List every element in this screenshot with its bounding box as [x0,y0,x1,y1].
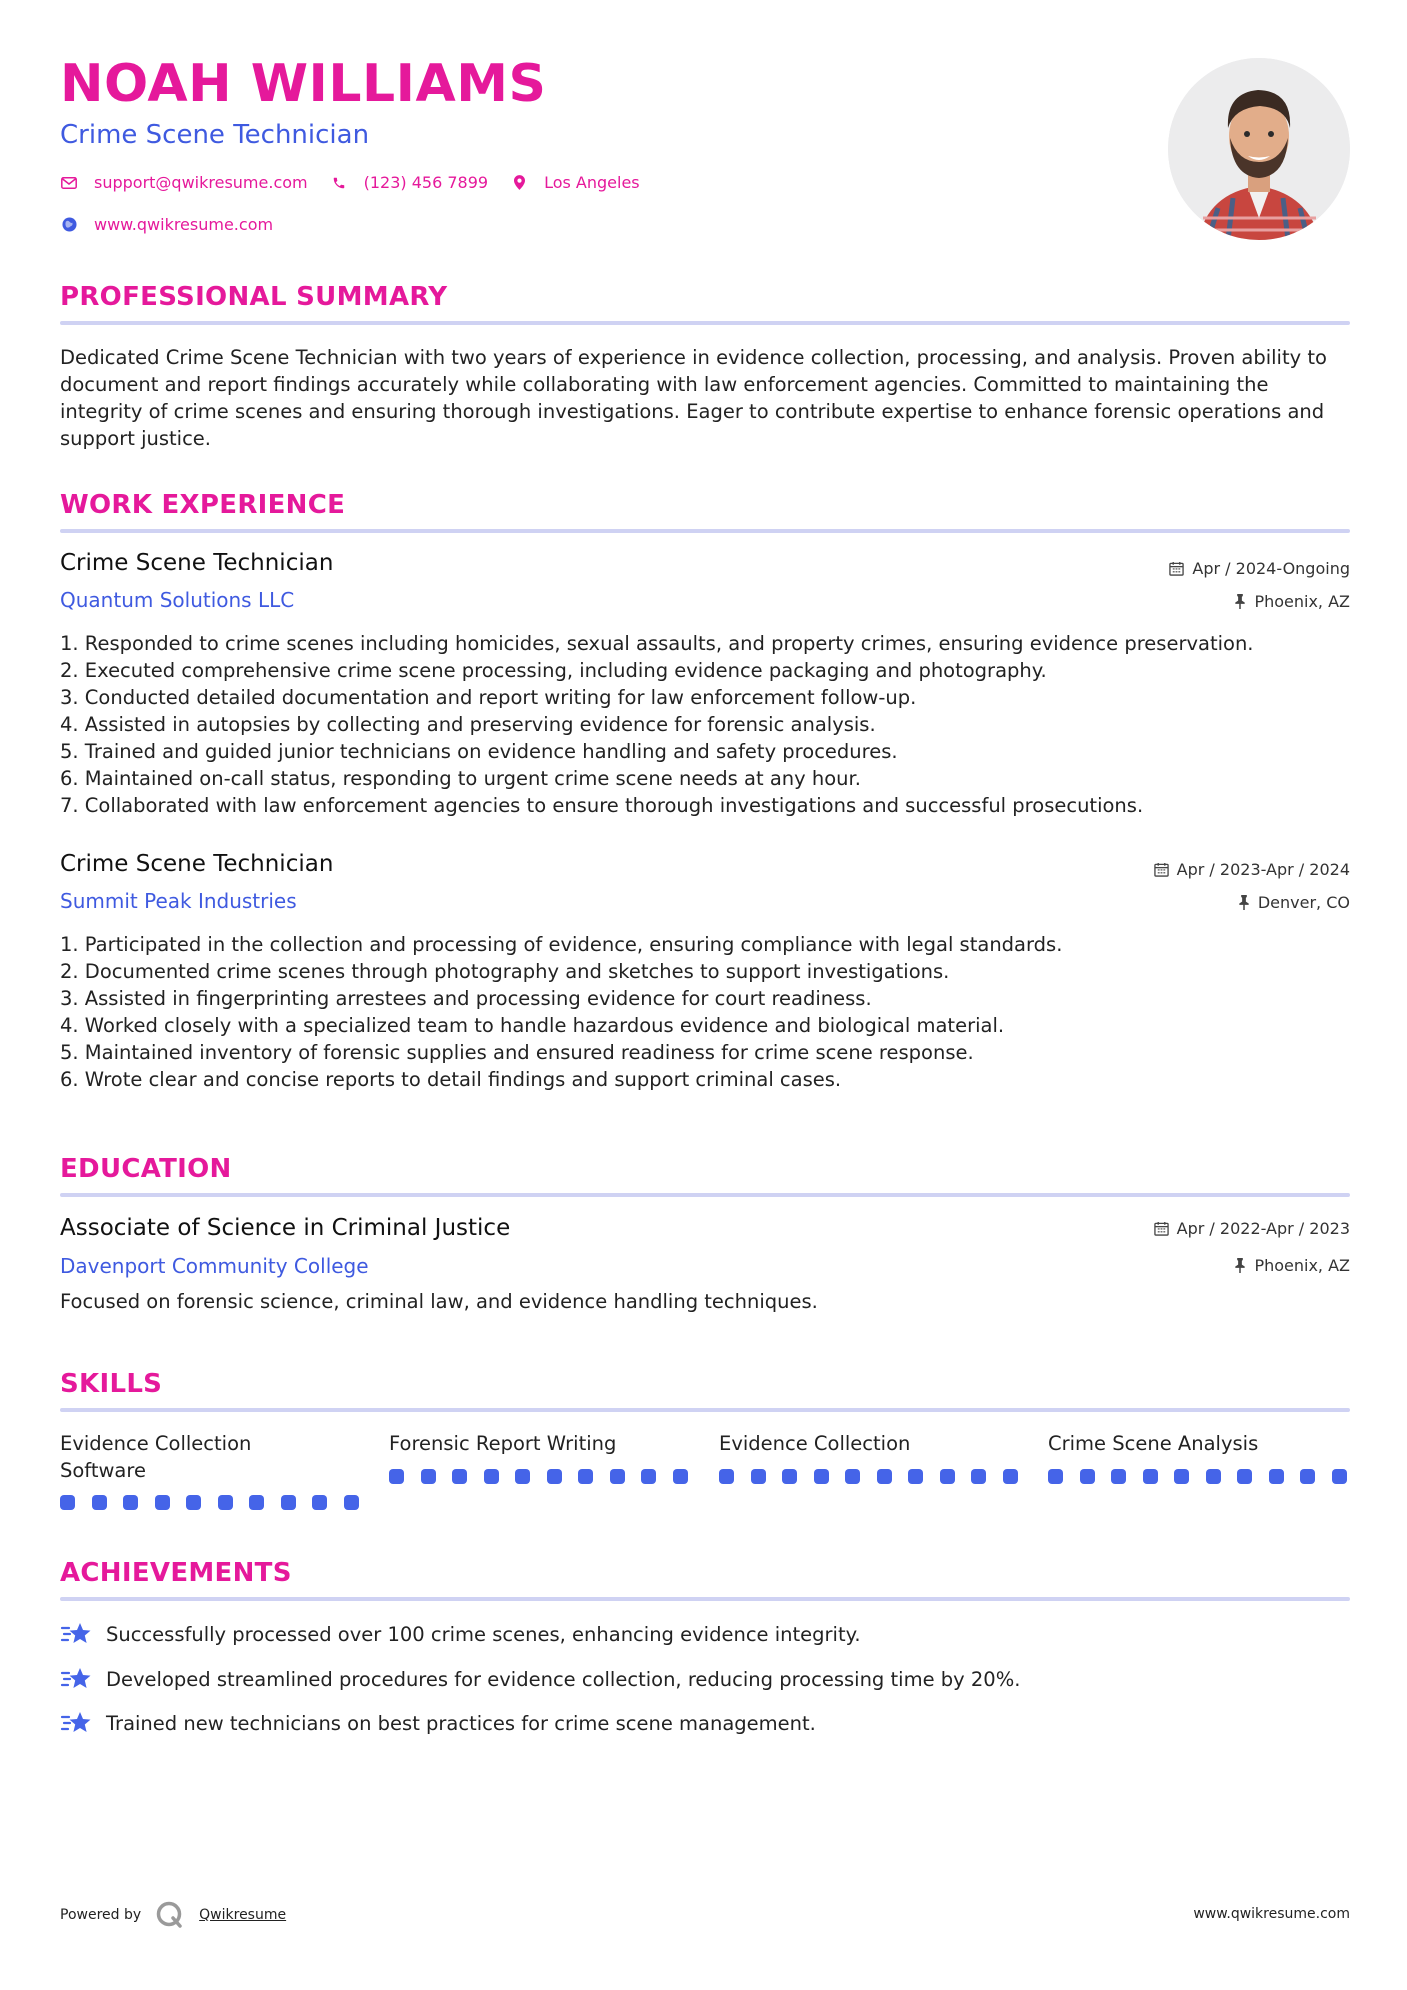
list-item: 4. Assisted in autopsies by collecting and preserving evidence for forensic analysis. [60,713,876,736]
job-location [1238,893,1350,912]
globe-icon [60,216,78,234]
skill-level-dot [312,1495,327,1510]
skill-level-dots [60,1495,359,1510]
star-speed-icon [60,1665,92,1693]
list-item: 2. Executed comprehensive crime scene processing, including evidence packaging and photography. [60,659,1047,682]
list-item: 5. Maintained inventory of forensic supplies and ensured readiness for crime scene response. [60,1041,974,1064]
education-dates [1154,1219,1350,1238]
section-title-skills: SKILLS [60,1369,163,1399]
footer-powered-by [60,1900,286,1930]
skill-level-dots [389,1469,688,1484]
website-text[interactable]: www.qwikresume.com [94,215,274,234]
section-divider [60,529,1350,533]
calendar-icon [1154,862,1169,877]
powered-by-text: Powered by [60,1907,142,1923]
job-location [1234,592,1350,611]
pushpin-icon [1234,1258,1246,1273]
skill-item [60,1430,360,1484]
qwikresume-logo-icon [155,1900,185,1930]
achievement-text: Developed streamlined procedures for evidence collection, reducing processing time by 20%. [106,1667,1021,1691]
skill-name: Evidence Collection [719,1432,911,1455]
job-dates [1154,860,1350,879]
skill-level-dot [1048,1469,1063,1484]
skill-level-dot [123,1495,138,1510]
phone-icon [330,174,348,192]
list-item: 4. Worked closely with a specialized team to handle hazardous evidence and biological material. [60,1014,1005,1037]
skill-level-dot [578,1469,593,1484]
list-item: 7. Collaborated with law enforcement agencies to ensure thorough investigations and successful prosecutions. [60,794,1144,817]
section-title-experience: WORK EXPERIENCE [60,490,346,520]
envelope-icon [60,174,78,192]
footer-website[interactable]: www.qwikresume.com [1193,1906,1350,1922]
skill-level-dot [92,1495,107,1510]
skill-name: Evidence Collection Software [60,1432,252,1482]
skill-level-dot [249,1495,264,1510]
skill-item [719,1430,1019,1457]
contact-phone [330,173,488,192]
skill-level-dot [155,1495,170,1510]
skill-level-dot [452,1469,467,1484]
skill-level-dot [610,1469,625,1484]
profile-photo [1168,58,1350,240]
job-company: Quantum Solutions LLC [60,588,295,612]
job-bullets [60,630,1350,819]
list-item: 1. Participated in the collection and processing of evidence, ensuring compliance with legal standards. [60,933,1063,956]
skill-level-dot [1269,1469,1284,1484]
calendar-icon [1154,1221,1169,1236]
star-speed-icon [60,1709,92,1737]
skill-level-dot [60,1495,75,1510]
pushpin-icon [1234,594,1246,609]
education-location-text: Phoenix, AZ [1254,1256,1350,1275]
skill-level-dot [1174,1469,1189,1484]
job-title: Crime Scene Technician [60,550,334,576]
calendar-icon [1169,561,1184,576]
education-degree: Associate of Science in Criminal Justice [60,1215,511,1241]
achievement-item [60,1665,1020,1693]
job-location-text: Phoenix, AZ [1254,592,1350,611]
section-title-education: EDUCATION [60,1154,232,1184]
section-divider [60,1193,1350,1197]
list-item: 1. Responded to crime scenes including homicides, sexual assaults, and property crimes, ensuring evidence preservation. [60,632,1254,655]
job-company: Summit Peak Industries [60,889,297,913]
section-divider [60,1597,1350,1601]
skill-item [389,1430,689,1457]
skill-level-dot [877,1469,892,1484]
skill-level-dots [719,1469,1018,1484]
section-divider [60,1408,1350,1412]
skill-level-dot [515,1469,530,1484]
achievement-item [60,1709,816,1737]
skill-level-dot [1111,1469,1126,1484]
pushpin-icon [1238,895,1250,910]
skill-level-dot [186,1495,201,1510]
star-speed-icon [60,1620,92,1648]
skill-level-dot [719,1469,734,1484]
summary-text: Dedicated Crime Scene Technician with two years of experience in evidence collection, processing, and analysis. Proven ability to document and report findings accurately while collaborating with law enforcement agencies. Committed to maintaining the integrity of crime scenes and ensuring thorough investigations. Eager to contribute expertise to enhance forensic operations and support justice. [60,346,1327,450]
skill-level-dot [1143,1469,1158,1484]
achievement-text: Successfully processed over 100 crime scenes, enhancing evidence integrity. [106,1622,861,1646]
skill-level-dot [782,1469,797,1484]
skill-level-dot [389,1469,404,1484]
contact-email [60,173,308,192]
section-title-achievements: ACHIEVEMENTS [60,1558,292,1588]
skill-name: Crime Scene Analysis [1048,1432,1259,1455]
achievement-item [60,1620,861,1648]
job-title: Crime Scene Technician [60,851,334,877]
skill-level-dot [1300,1469,1315,1484]
email-text[interactable]: support@qwikresume.com [94,173,308,192]
job-dates-text: Apr / 2024-Ongoing [1192,559,1350,578]
section-title-summary: PROFESSIONAL SUMMARY [60,282,448,312]
skill-level-dot [1332,1469,1347,1484]
section-divider [60,321,1350,325]
job-dates [1169,559,1350,578]
skill-level-dots [1048,1469,1347,1484]
education-location [1234,1256,1350,1275]
job-location-text: Denver, CO [1257,893,1350,912]
location-text: Los Angeles [544,173,640,192]
skill-level-dot [1206,1469,1221,1484]
skill-level-dot [1080,1469,1095,1484]
skill-level-dot [547,1469,562,1484]
skill-level-dot [1003,1469,1018,1484]
skill-level-dot [845,1469,860,1484]
education-dates-text: Apr / 2022-Apr / 2023 [1176,1219,1350,1238]
skill-item [1048,1430,1348,1457]
contact-row-website [60,215,295,234]
skill-level-dot [641,1469,656,1484]
skill-name: Forensic Report Writing [389,1432,617,1455]
job-bullets [60,931,1350,1093]
skill-level-dot [218,1495,233,1510]
phone-text: (123) 456 7899 [363,173,489,192]
contact-location [510,173,640,192]
list-item: 2. Documented crime scenes through photography and sketches to support investigations. [60,960,950,983]
skill-level-dot [1237,1469,1252,1484]
skill-level-dot [673,1469,688,1484]
education-description: Focused on forensic science, criminal law, and evidence handling techniques. [60,1290,818,1313]
contact-website [60,215,273,234]
job-dates-text: Apr / 2023-Apr / 2024 [1176,860,1350,879]
skill-level-dot [421,1469,436,1484]
list-item: 3. Assisted in fingerprinting arrestees and processing evidence for court readiness. [60,987,872,1010]
qwikresume-link[interactable]: Qwikresume [199,1907,287,1923]
candidate-title: Crime Scene Technician [60,120,370,150]
list-item: 6. Maintained on-call status, responding to urgent crime scene needs at any hour. [60,767,861,790]
candidate-name: NOAH WILLIAMS [60,54,547,114]
skill-level-dot [908,1469,923,1484]
skill-level-dot [814,1469,829,1484]
skill-level-dot [484,1469,499,1484]
map-pin-icon [510,174,528,192]
achievement-text: Trained new technicians on best practices for crime scene management. [106,1711,816,1735]
list-item: 3. Conducted detailed documentation and report writing for law enforcement follow-up. [60,686,917,709]
skill-level-dot [281,1495,296,1510]
skill-level-dot [751,1469,766,1484]
skill-level-dot [940,1469,955,1484]
contact-row [60,173,662,192]
skill-level-dot [971,1469,986,1484]
education-school: Davenport Community College [60,1254,369,1278]
list-item: 6. Wrote clear and concise reports to detail findings and support criminal cases. [60,1068,842,1091]
list-item: 5. Trained and guided junior technicians on evidence handling and safety procedures. [60,740,898,763]
skill-level-dot [344,1495,359,1510]
